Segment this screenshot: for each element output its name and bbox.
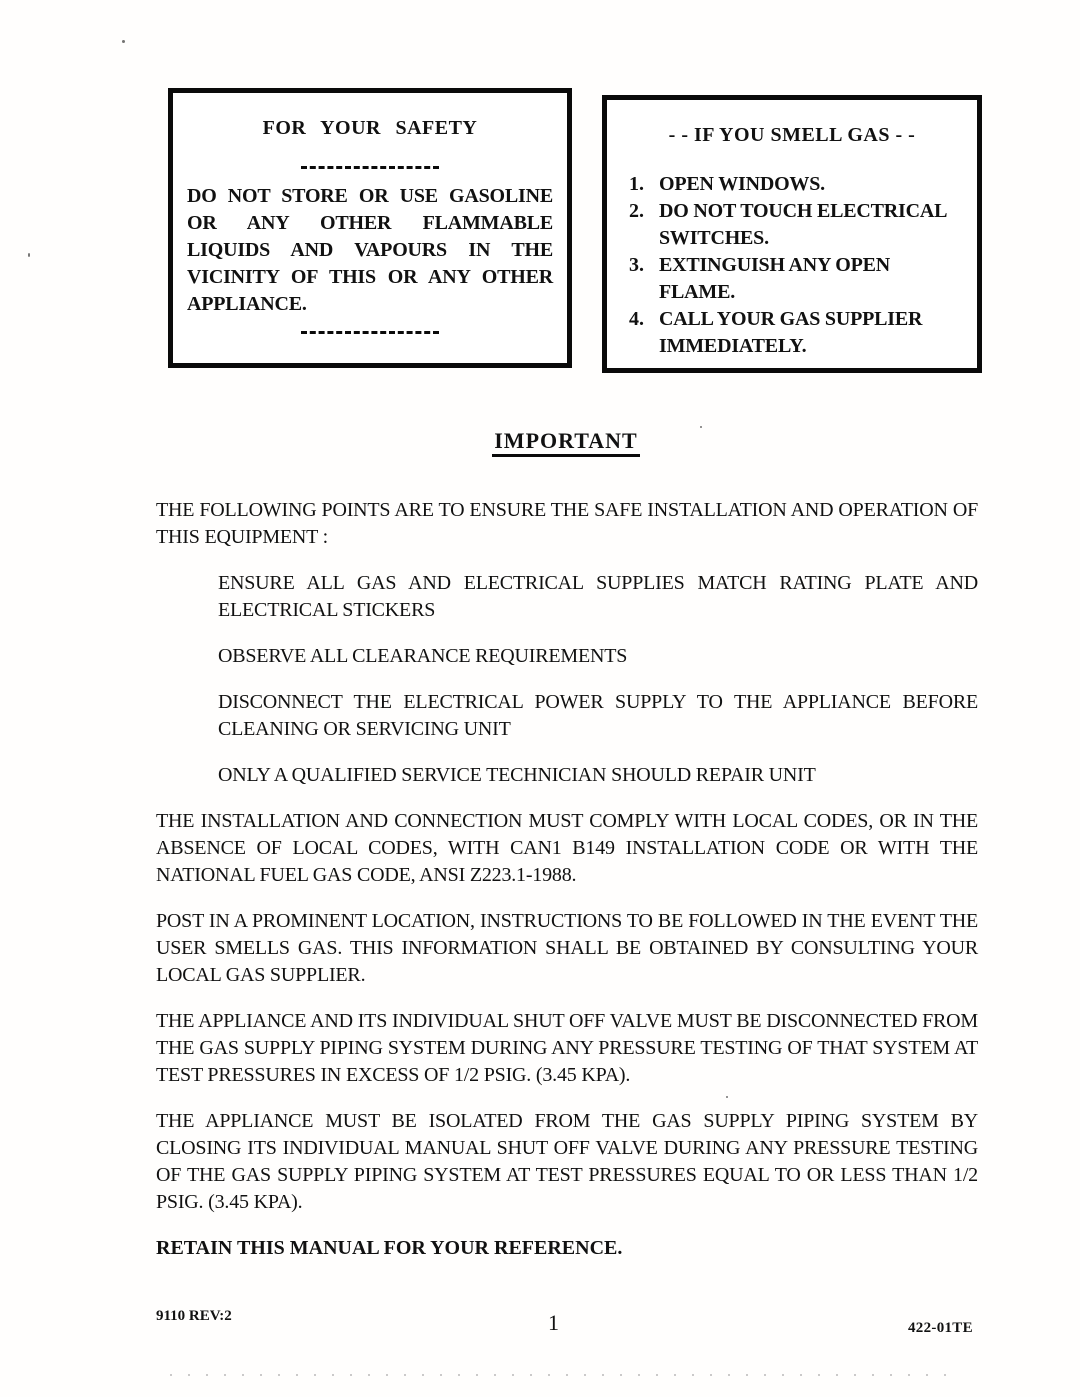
safety-point: OBSERVE ALL CLEARANCE REQUIREMENTS [218, 645, 628, 667]
list-item-text: OPEN WINDOWS. [659, 173, 825, 195]
safety-point: ONLY A QUALIFIED SERVICE TECHNICIAN SHOULD REPAIR UNIT [218, 764, 816, 786]
list-item [629, 171, 959, 198]
list-item-text: CALL YOUR GAS SUPPLIER IMMEDIATELY. [659, 308, 923, 357]
warning-boxes-row [168, 88, 982, 373]
safety-point: ENSURE ALL GAS AND ELECTRICAL SUPPLIES MATCH RATING PLATE AND ELECTRICAL STICKERS [218, 572, 978, 621]
scan-speck [28, 253, 30, 257]
body-text [156, 497, 978, 1281]
if-you-smell-gas-box [602, 95, 982, 373]
safety-point: DISCONNECT THE ELECTRICAL POWER SUPPLY TO THE APPLIANCE BEFORE CLEANING OR SERVICING UNIT [218, 691, 978, 740]
intro-paragraph: THE FOLLOWING POINTS ARE TO ENSURE THE SAFE INSTALLATION AND OPERATION OF THIS EQUIPMENT : [156, 499, 978, 548]
list-item-text: EXTINGUISH ANY OPEN FLAME. [659, 254, 891, 303]
page-number: 1 [548, 1310, 559, 1335]
scan-speck [122, 40, 125, 43]
body-paragraph: THE APPLIANCE AND ITS INDIVIDUAL SHUT OFF VALVE MUST BE DISCONNECTED FROM THE GAS SUPPLY PIPING SYSTEM DURING ANY PRESSURE TESTING OF THAT SYSTEM AT TEST PRESSURES IN EXCESS OF 1/2 PSIG. (3.45 KPA). [156, 1010, 978, 1086]
list-item [629, 306, 959, 360]
list-item [629, 198, 959, 252]
list-item [629, 252, 959, 306]
body-paragraph: THE APPLIANCE MUST BE ISOLATED FROM THE GAS SUPPLY PIPING SYSTEM BY CLOSING ITS INDIVIDUAL MANUAL SHUT OFF VALVE DURING ANY PRESSURE TESTING OF THE GAS SUPPLY PIPING SYSTEM AT TEST PRESSURES EQUAL TO OR LESS THAN 1/2 PSIG. (3.45 KPA). [156, 1110, 978, 1213]
gas-instructions-list [625, 171, 959, 360]
body-paragraph: POST IN A PROMINENT LOCATION, INSTRUCTIONS TO BE FOLLOWED IN THE EVENT THE USER SMELLS GAS. THIS INFORMATION SHALL BE OBTAINED BY CONSULTING YOUR LOCAL GAS SUPPLIER. [156, 910, 978, 986]
list-item-text: DO NOT TOUCH ELECTRICAL SWITCHES. [659, 200, 947, 249]
scan-speck [726, 1096, 728, 1098]
footer-form-code: 422-01TE [908, 1320, 973, 1336]
safety-box-body: DO NOT STORE OR USE GASOLINE OR ANY OTHER FLAMMABLE LIQUIDS AND VAPOURS IN THE VICINITY OF THIS OR ANY OTHER APPLIANCE. [187, 185, 553, 315]
scan-artifact-line [170, 1374, 960, 1376]
list-item-number: 2. [629, 200, 644, 222]
safety-box-title: FOR YOUR SAFETY [262, 117, 478, 139]
gas-box-title: - - IF YOU SMELL GAS - - [668, 124, 916, 146]
dashed-divider [301, 331, 439, 334]
footer-doc-code: 9110 REV:2 [156, 1308, 232, 1324]
scan-speck [700, 426, 702, 428]
important-heading: IMPORTANT [155, 428, 977, 454]
for-your-safety-box [168, 88, 572, 368]
list-item-number: 4. [629, 308, 644, 330]
retain-manual-note: RETAIN THIS MANUAL FOR YOUR REFERENCE. [156, 1237, 623, 1259]
body-paragraph: THE INSTALLATION AND CONNECTION MUST COMPLY WITH LOCAL CODES, OR IN THE ABSENCE OF LOCAL CODES, WITH CAN1 B149 INSTALLATION CODE OR WITH THE NATIONAL FUEL GAS CODE, ANSI Z223.1-1988. [156, 810, 978, 886]
list-item-number: 3. [629, 254, 644, 276]
dashed-divider [301, 166, 439, 169]
list-item-number: 1. [629, 173, 644, 195]
